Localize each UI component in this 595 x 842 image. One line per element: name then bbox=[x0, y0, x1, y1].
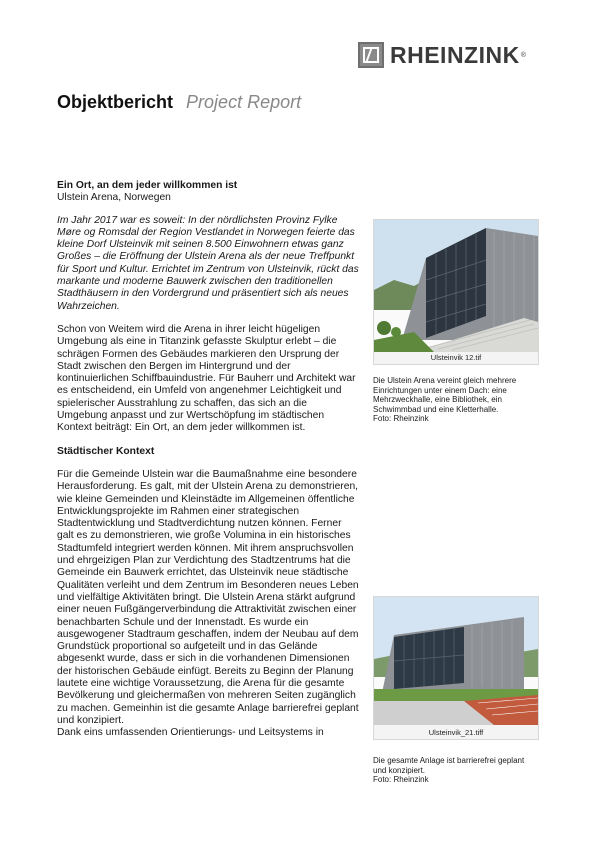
article-body bbox=[57, 180, 360, 739]
figure-2-caption bbox=[373, 756, 543, 785]
arena-track-illustration bbox=[374, 597, 538, 739]
caption-line: Schwimmbad und eine Kletterhalle. bbox=[373, 404, 499, 414]
article-lead: Im Jahr 2017 war es soweit: In der nördlichsten Provinz Fylke Møre og Romsdal der Region Vestlandet in Norwegen feierte das kleine Dorf Ulsteinvik mit seinen 8.500 Einwohnern etwas ganz Großes – die Eröffnung der Ulstein Arena als der neue Treffpunkt für Sport und Kultur. Errichtet im Zentrum von Ulsteinvik, rückt das markante und moderne Bauwerk zwischen den traditionellen Stadthäusern in den Vordergrund und präsentiert sich als neues Wahrzeichen. bbox=[57, 214, 359, 312]
article-paragraph-1: Schon von Weitem wird die Arena in ihrer leicht hügeligen Umgebung als eine in Titanzink gefasste Skulptur erlebt – die schrägen Formen des Gebäudes markieren den Ursprung der Stadt zwischen den Bergen im Hintergrund und der kontinuierlichen Schiffbauindustrie. Für Bauherr und Architekt war es entscheidend, ein Umfeld von angenehmer Leichtigkeit und spielerischer Ausstrahlung zu schaffen, das sich an die Umgebung anpasst und zur Wertschöpfung im städtischen Kontext beiträgt: Ein Ort, an dem jeder willkommen ist. bbox=[57, 323, 356, 434]
rheinzink-logo-icon bbox=[358, 42, 384, 68]
article-headline: Ein Ort, an dem jeder willkommen ist bbox=[57, 180, 238, 191]
logo-wordmark: RHEINZINK bbox=[390, 41, 520, 68]
registered-mark: ® bbox=[520, 51, 526, 59]
caption-line: Die gesamte Anlage ist barrierefrei geplant bbox=[373, 756, 525, 765]
caption-line: und konzipiert. bbox=[373, 765, 426, 775]
page-title-german: Objektbericht bbox=[57, 92, 174, 112]
page-title bbox=[57, 92, 301, 113]
caption-line: Mehrzweckhalle, eine Bibliothek, ein bbox=[373, 395, 502, 405]
figure-1-file-label: Ulsteinvik 12.tif bbox=[430, 353, 482, 362]
article-paragraph-2: Für die Gemeinde Ulstein war die Baumaßnahme eine besondere Herausforderung. Es galt, mit der Ulstein Arena zu demonstrieren, wie kleine Gemeinden und Kleinstädte im Allgemeinen öffentliche Entwicklungsprojekte im Rahmen einer strategischen Stadtentwicklung und Stadtverdichtung nutzen können. Ferner galt es zu demonstrieren, wie große Volumina in ein historisches Stadtumfeld integriert werden können. Mit ihrem anspruchsvollen und ehrgeizigen Plan zur Verdichtung des Stadtzentrums hat die Gemeinde ein Bauwerk errichtet, das Ulsteinvik neue städtische Qualitäten verleiht und dem Zentrum im Besonderen neues Leben und vielfältige Aktivitäten bringt. Die Ulstein Arena stärkt aufgrund einer neuen Fußgängerverbindung die Attraktivität zwischen einer benachbarten Schule und der Innenstadt. Es wurde ein ausgewogener Stadtraum geschaffen, indem der Neubau auf dem Grundstück proportional so aufgeteilt und in das Gelände abgesenkt wurde, dass er sich in die vorhandenen Dimensionen der historischen Gebäude einfügt. Bereits zu Beginn der Planung lautete eine wichtige Voraussetzung, die Arena für die gesamte Bevölkerung und gleichermaßen von mehreren Seiten zugänglich zu machen. Gemeinhin ist die gesamte Anlage barrierefrei geplant und konzipiert. bbox=[57, 468, 359, 726]
figure-1-caption bbox=[373, 376, 543, 424]
photo-arena-track bbox=[373, 596, 539, 740]
photo-credit: Foto: Rheinzink bbox=[373, 775, 429, 785]
page-title-english: Project Report bbox=[186, 92, 302, 112]
figure-2-file-label: Ulsteinvik_21.tiff bbox=[428, 728, 484, 737]
arena-stairs-illustration bbox=[374, 220, 538, 364]
photo-arena-stairs bbox=[373, 219, 539, 365]
article-paragraph-3: Dank eins umfassenden Orientierungs- und Leitsystems in bbox=[57, 727, 324, 739]
rheinzink-logo bbox=[358, 40, 526, 70]
article-subline: Ulstein Arena, Norwegen bbox=[57, 192, 171, 204]
caption-line: Die Ulstein Arena vereint gleich mehrere bbox=[373, 376, 517, 385]
photo-credit: Foto: Rheinzink bbox=[373, 414, 429, 424]
section-heading: Städtischer Kontext bbox=[57, 445, 155, 457]
caption-line: Einrichtungen unter einem Dach: eine bbox=[373, 385, 507, 395]
